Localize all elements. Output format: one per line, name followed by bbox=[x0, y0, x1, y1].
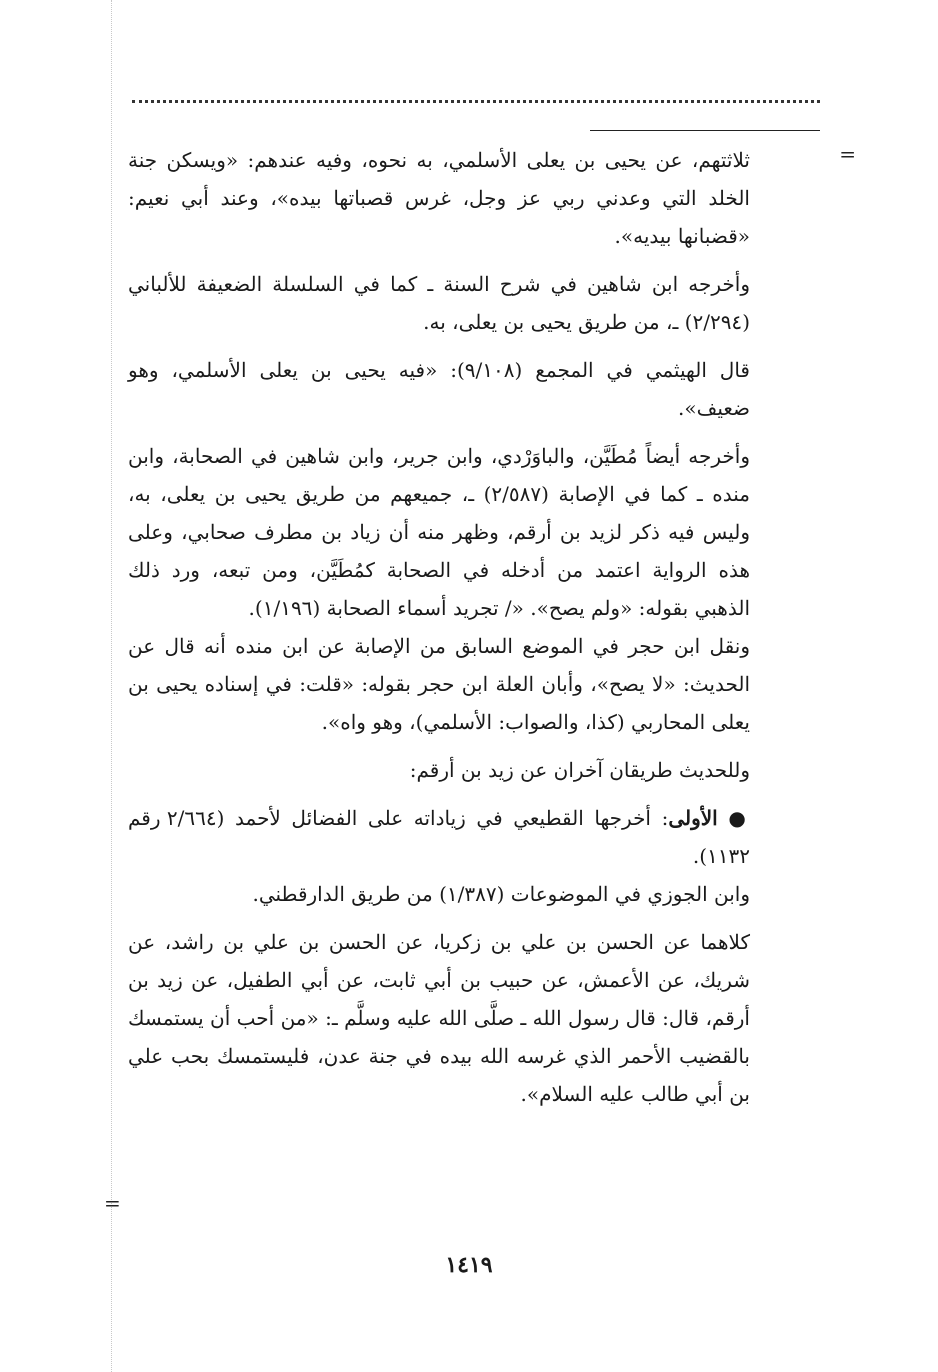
paragraph-5: ونقل ابن حجر في الموضع السابق من الإصابة عن ابن منده أنه قال عن الحديث: «لا يصح»، وأبان العلة ابن حجر بقوله: «قلت: في إسناده يحيى بن يعلى المحاربي (كذا، والصواب: الأسلمي)، وهو واه». bbox=[128, 634, 750, 734]
margin-guide-line bbox=[111, 0, 112, 1372]
bullet-dot-icon: ● bbox=[728, 806, 750, 830]
footnote-rule bbox=[590, 130, 820, 131]
paragraph-8: كلاهما عن الحسن بن علي بن زكريا، عن الحسن بن علي بن راشد، عن شريك، عن الأعمش، عن حبيب بن أبي ثابت، عن أبي الطفيل، عن زيد بن أرقم، قال: قال رسول الله ـ صلَّى الله عليه وسلَّم ـ: «من أحب أن يستمسك بالقضيب الأحمر الذي غرسه الله بيده في جنة عدن، فليستمسك بحب علي بن أبي طالب عليه السلام». bbox=[128, 930, 750, 1106]
paragraph-4: وأخرجه أيضاً مُطَيَّن، والباوَرْدي، وابن جرير، وابن شاهين في الصحابة، وابن منده ـ كما في الإصابة (٢/٥٨٧) ـ، جميعهم من طريق يحيى بن يعلى، به، وليس فيه ذكر لزيد بن أرقم، وظهر منه أن زياد بن مطرف صحابي، وعلى هذه الرواية اعتمد من أدخله في الصحابة كمُطَيَّن، ومن تبعه، ورد ذلك الذهبي بقوله: «ولم يصح». «/ تجريد أسماء الصحابة (١/١٩٦). bbox=[128, 444, 750, 620]
page-number: ١٤١٩ bbox=[445, 1252, 493, 1278]
paragraph-1: ثلاثتهم، عن يحيى بن يعلى الأسلمي، به نحوه، وفيه عندهم: «ويسكن جنة الخلد التي وعدني ربي عز وجل، غرس قصباتها بيده»، وعند أبي نعيم: «قضبانها بيديه». bbox=[128, 148, 750, 248]
continuation-mark-top: = bbox=[839, 142, 856, 166]
dotted-separator bbox=[132, 100, 820, 103]
continuation-mark-bottom: = bbox=[104, 1191, 121, 1215]
footnote-text bbox=[128, 141, 750, 1123]
bullet-label: الأولى bbox=[668, 806, 718, 830]
bullet-item-first bbox=[128, 799, 750, 875]
paragraph-2: وأخرجه ابن شاهين في شرح السنة ـ كما في السلسلة الضعيفة للألباني (٢/٢٩٤) ـ، من طريق يحيى بن يعلى، به. bbox=[128, 272, 750, 334]
bullet-text: : أخرجها القطيعي في زياداته على الفضائل لأحمد (٢/٦٦٤ رقم ١١٣٢). bbox=[128, 806, 750, 868]
paragraph-7: وابن الجوزي في الموضوعات (١/٣٨٧) من طريق الدارقطني. bbox=[252, 882, 750, 906]
paragraph-3: قال الهيثمي في المجمع (٩/١٠٨): «فيه يحيى بن يعلى الأسلمي، وهو ضعيف». bbox=[128, 358, 750, 420]
paragraph-6: وللحديث طريقان آخران عن زيد بن أرقم: bbox=[409, 758, 750, 782]
